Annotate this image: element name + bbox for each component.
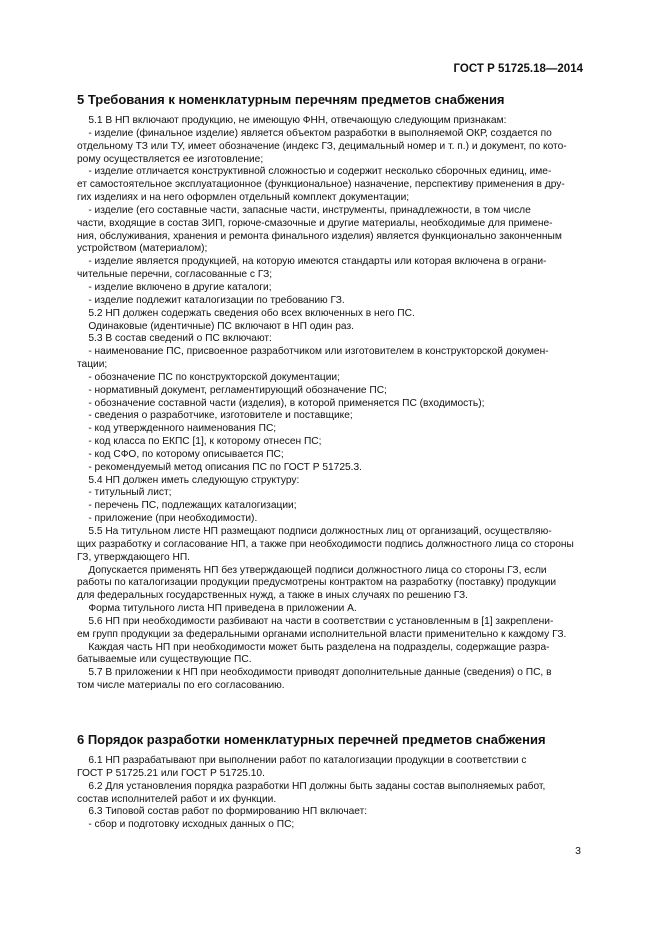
text-line: состав исполнителей работ и их функции.	[77, 793, 277, 805]
text-line: - код класса по ЕКПС [1], к которому отнесен ПС;	[77, 436, 322, 448]
text-line: для федеральных государственных нужд, а также в иных случаях по решению ГЗ.	[77, 590, 468, 602]
text-line: тации;	[77, 359, 108, 371]
section-5-body	[77, 115, 582, 693]
text-line: - изделие включено в другие каталоги;	[77, 281, 272, 293]
text-line: щих разработку и согласование НП, а также при необходимости подпись должностного лица со стороны	[77, 538, 574, 550]
text-line: Каждая часть НП при необходимости может быть разделена на подразделы, содержащие разра-	[77, 641, 550, 653]
page-number: 3	[575, 845, 581, 857]
text-line: 6.2 Для установления порядка разработки НП должны быть заданы состав выполняемых работ,	[77, 780, 546, 792]
text-line: отдельному ТЗ или ТУ, имеет обозначение (индекс ГЗ, децимальный номер и т. п.) и документ, по кото-	[77, 140, 567, 152]
text-line: ем групп продукции за федеральными органами исполнительной власти применительно к каждому ГЗ.	[77, 628, 567, 640]
text-line: - код утвержденного наименования ПС;	[77, 423, 277, 435]
text-line: - обозначение ПС по конструкторской документации;	[77, 371, 340, 383]
text-line: 5.3 В состав сведений о ПС включают:	[77, 333, 272, 345]
text-line: гих изделиях и на него оформлен отдельный комплект документации;	[77, 192, 410, 204]
text-line: 5.7 В приложении к НП при необходимости приводят дополнительные данные (сведения) о ПС, в	[77, 667, 552, 679]
text-line: 6.3 Типовой состав работ по формированию НП включает:	[77, 806, 368, 818]
text-line: Допускается применять НП без утверждающей подписи должностного лица со стороны ГЗ, если	[77, 564, 547, 576]
text-line: - приложение (при необходимости).	[77, 513, 258, 525]
text-line: - обозначение составной части (изделия), в которой применяется ПС (входимость);	[77, 397, 485, 409]
text-line: том числе материалы по его согласованию.	[77, 680, 285, 692]
text-line: - изделие (финальное изделие) является объектом разработки в выполняемой ОКР, создается по	[77, 127, 552, 139]
text-line: 5.6 НП при необходимости разбивают на части в соответствии с установленным в [1] закреплени-	[77, 615, 554, 627]
text-line: работы по каталогизации продукции предусмотрены контрактом на разработку (поставку) продукции	[77, 577, 557, 589]
text-line: батываемые или существующие ПС.	[77, 654, 252, 666]
section-5-title: 5 Требования к номенклатурным перечням предметов снабжения	[77, 92, 505, 107]
text-line: 5.5 На титульном листе НП размещают подписи должностных лиц от организаций, осуществляю-	[77, 526, 552, 537]
text-line: - сведения о разработчике, изготовителе и поставщике;	[77, 410, 353, 422]
text-line: - изделие подлежит каталогизации по требованию ГЗ.	[77, 294, 345, 306]
text-line: - рекомендуемый метод описания ПС по ГОСТ Р 51725.3.	[77, 461, 362, 473]
text-line: - титульный лист;	[77, 487, 172, 499]
text-line: чительные перечни, согласованные с ГЗ;	[77, 269, 273, 281]
text-line: - изделие является продукцией, на которую имеются стандарты или которая включена в ограни-	[77, 256, 547, 268]
text-line: ет самостоятельное эксплуатационное (функциональное) назначение, перспективу применения в дру-	[77, 179, 565, 191]
text-line: - нормативный документ, регламентирующий обозначение ПС;	[77, 384, 387, 396]
text-line: Одинаковые (идентичные) ПС включают в НП один раз.	[77, 320, 354, 332]
text-line: 5.4 НП должен иметь следующую структуру:	[77, 474, 300, 486]
text-line: 5.1 В НП включают продукцию, не имеющую ФНН, отвечающую следующим признакам:	[77, 115, 507, 126]
text-line: ГОСТ Р 51725.21 или ГОСТ Р 51725.10.	[77, 767, 265, 779]
text-line: части, входящие в состав ЗИП, горюче-смазочные и другие материалы, необходимые для примене-	[77, 217, 553, 229]
text-line: Форма титульного листа НП приведена в приложении А.	[77, 603, 357, 615]
text-line: рому осуществляется ее изготовление;	[77, 153, 264, 165]
text-line: ния, обслуживания, хранения и ремонта финального изделия) является функционально законченным	[77, 230, 562, 242]
text-line: - изделие отличается конструктивной сложностью и содержит несколько сборочных единиц, име-	[77, 166, 552, 178]
section-6-title: 6 Порядок разработки номенклатурных перечней предметов снабжения	[77, 732, 546, 747]
text-line: устройством (материалом);	[77, 243, 208, 255]
text-line: - перечень ПС, подлежащих каталогизации;	[77, 500, 297, 512]
text-line: ГЗ, утверждающего НП.	[77, 551, 190, 563]
text-line: - изделие (его составные части, запасные части, инструменты, принадлежности, в том числе	[77, 204, 531, 216]
text-line: - наименование ПС, присвоенное разработчиком или изготовителем в конструкторской докумен-	[77, 346, 549, 358]
text-line: - сбор и подготовку исходных данных о ПС;	[77, 819, 295, 831]
section-6-body	[77, 755, 582, 832]
standard-header: ГОСТ Р 51725.18—2014	[453, 63, 583, 75]
text-line: 6.1 НП разрабатывают при выполнении работ по каталогизации продукции в соответствии с	[77, 755, 527, 766]
text-line: - код СФО, по которому описывается ПС;	[77, 448, 284, 460]
text-line: 5.2 НП должен содержать сведения обо всех включенных в него ПС.	[77, 307, 415, 319]
